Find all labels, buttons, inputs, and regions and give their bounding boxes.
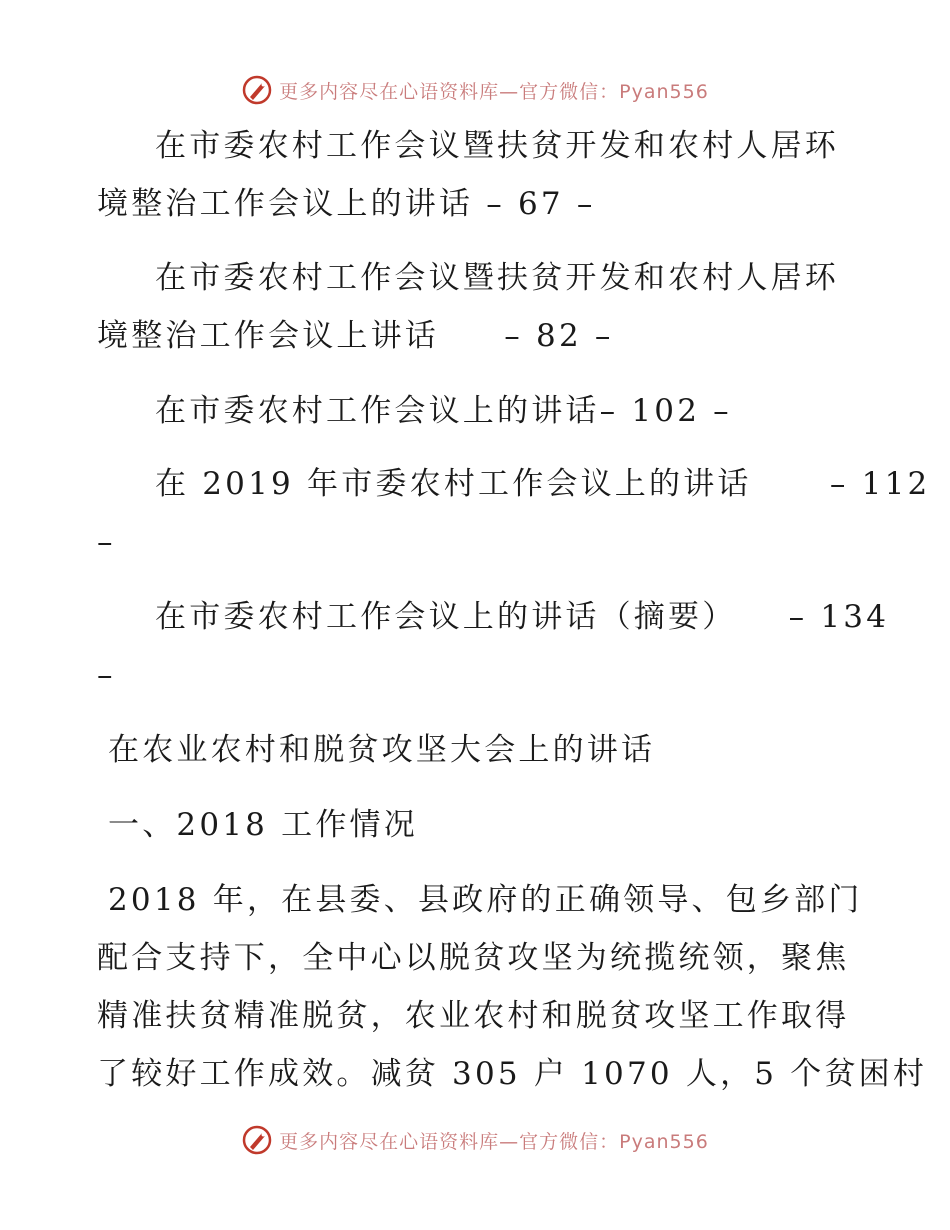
watermark-header — [0, 70, 950, 110]
toc-item-4-line1: 在 2019 年市委农村工作会议上的讲话 – 112 — [155, 466, 931, 502]
paragraph-line-3: 精准扶贫精准脱贫，农业农村和脱贫攻坚工作取得 — [97, 998, 850, 1034]
paragraph-line-4: 了较好工作成效。减贫 305 户 1070 人，5 个贫困村 — [97, 1056, 928, 1092]
paragraph-line-2: 配合支持下，全中心以脱贫攻坚为统揽统领，聚焦 — [97, 940, 850, 976]
toc-item-5-line1: 在市委农村工作会议上的讲话（摘要） – 134 — [155, 599, 890, 635]
doc-title: 在农业农村和脱贫攻坚大会上的讲话 — [108, 732, 656, 768]
pen-logo-icon — [241, 74, 273, 106]
watermark-footer — [0, 1120, 950, 1160]
toc-item-2-line1: 在市委农村工作会议暨扶贫开发和农村人居环 — [155, 260, 839, 296]
toc-item-3-line1: 在市委农村工作会议上的讲话– 102 – — [155, 393, 732, 429]
watermark-text: 更多内容尽在心语资料库—官方微信：Pyan556 — [279, 80, 709, 103]
toc-item-1-line1: 在市委农村工作会议暨扶贫开发和农村人居环 — [155, 128, 839, 164]
toc-item-1-line2: 境整治工作会议上的讲话 – 67 – — [97, 186, 596, 222]
toc-item-4-line2: – — [97, 524, 116, 560]
watermark-text: 更多内容尽在心语资料库—官方微信：Pyan556 — [279, 1130, 709, 1153]
paragraph-line-1: 2018 年，在县委、县政府的正确领导、包乡部门 — [108, 882, 863, 918]
pen-logo-icon — [241, 1124, 273, 1156]
toc-item-5-line2: – — [97, 657, 116, 693]
toc-item-2-line2: 境整治工作会议上讲话 – 82 – — [97, 318, 614, 354]
section-heading: 一、2018 工作情况 — [108, 807, 418, 843]
